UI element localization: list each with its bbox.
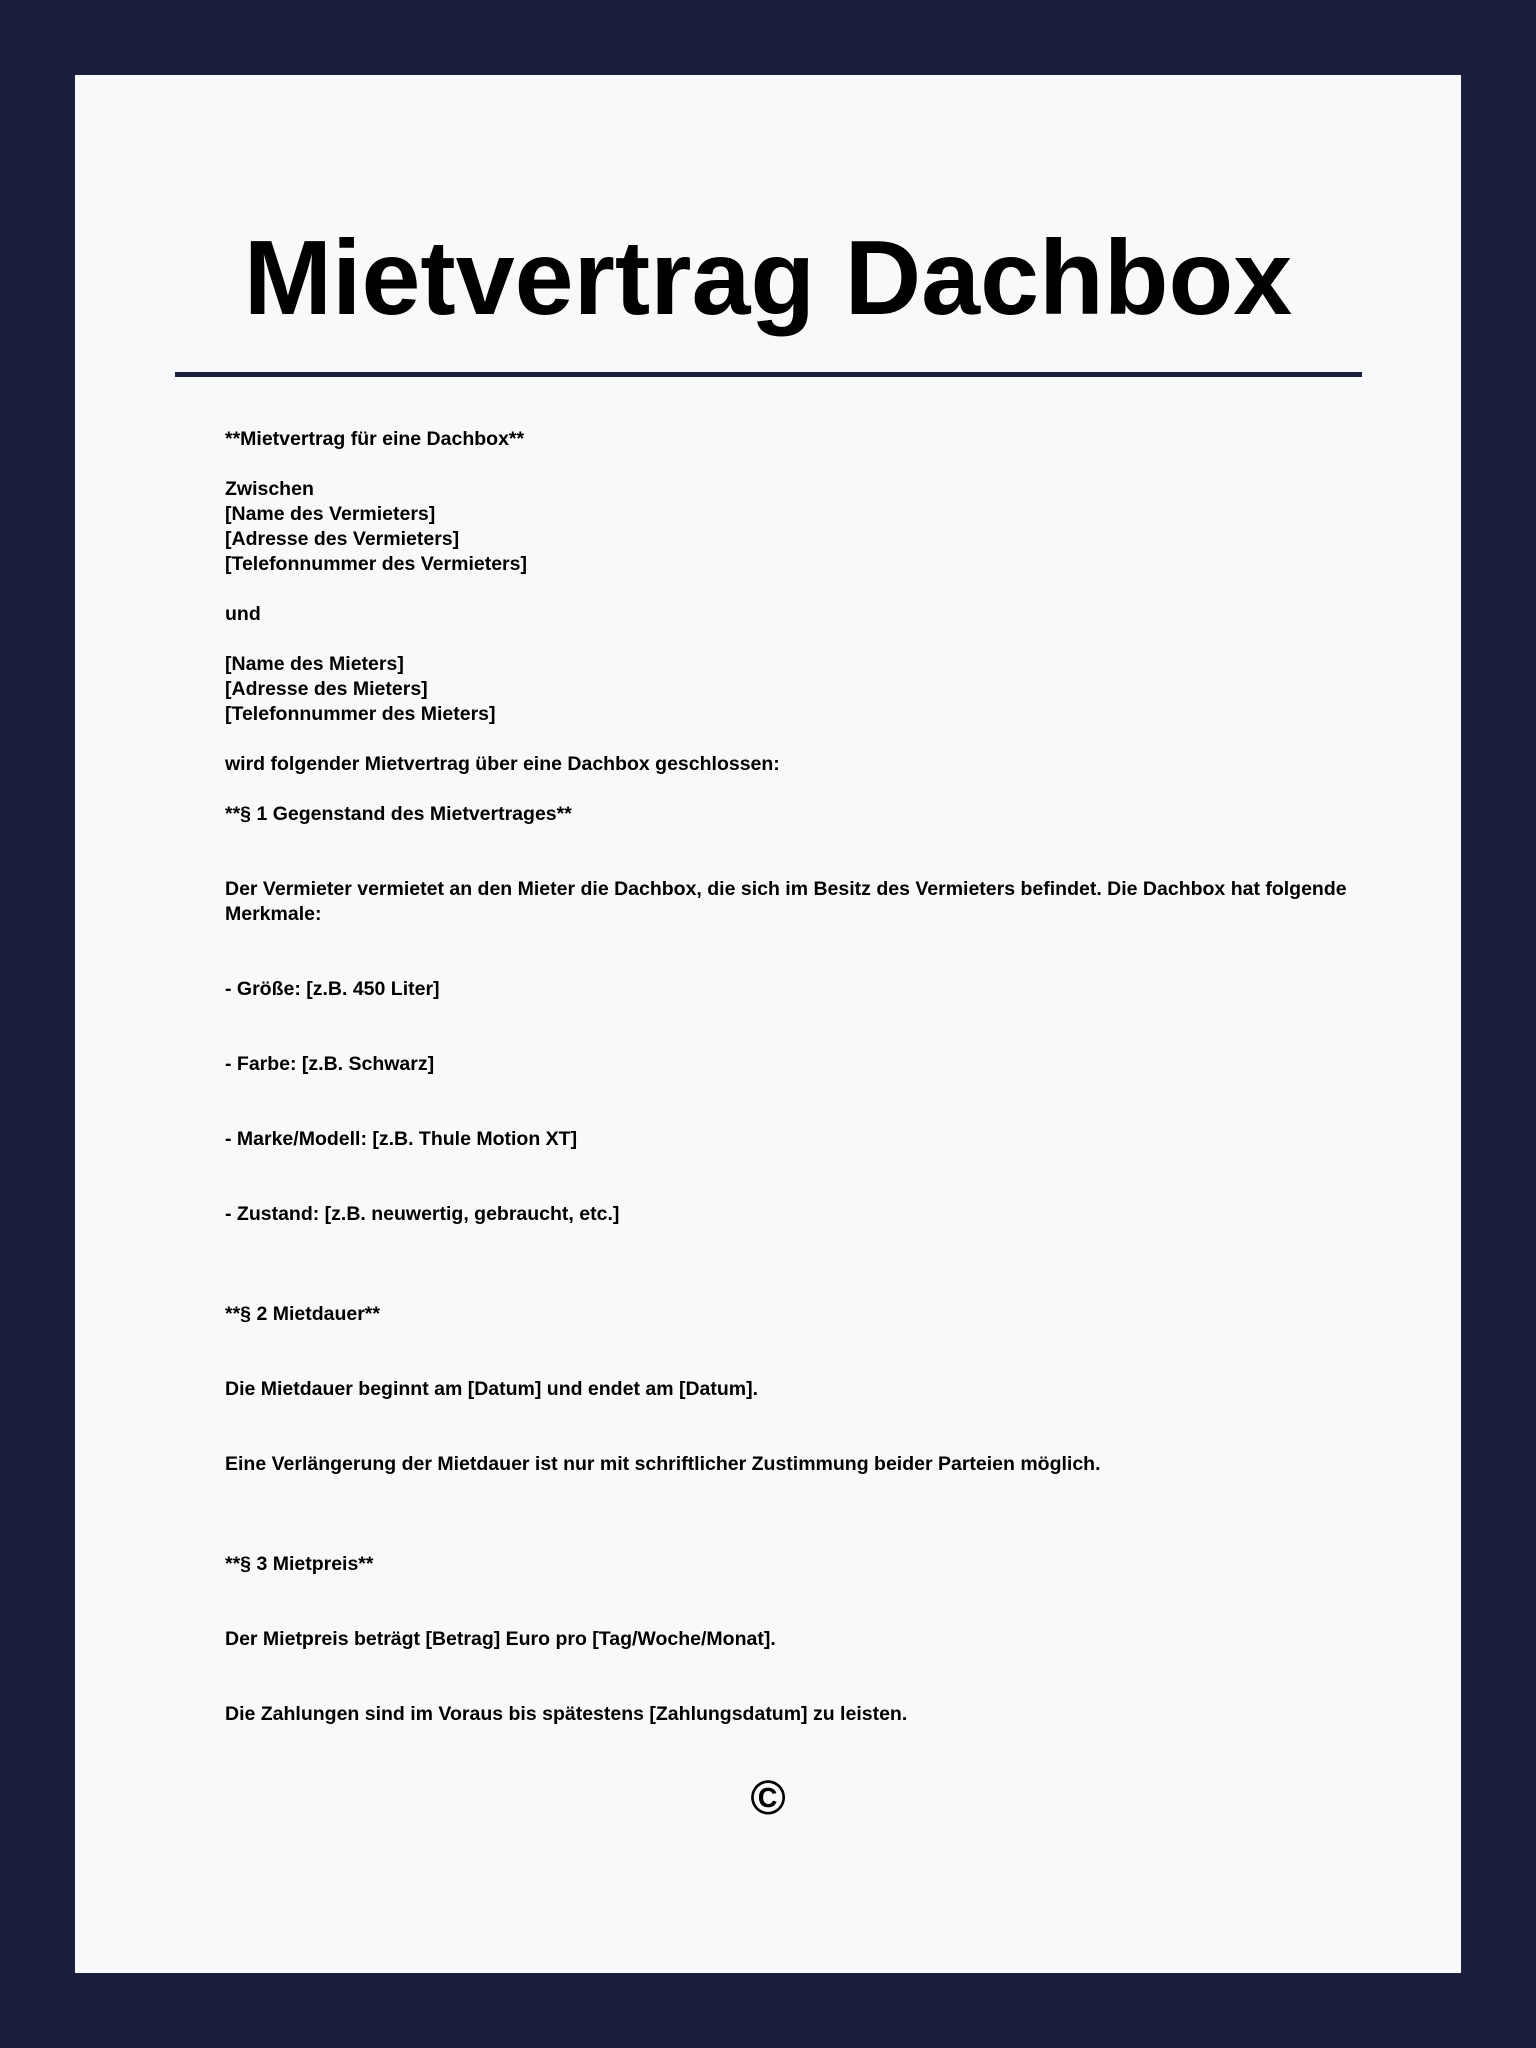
- section3-heading: **§ 3 Mietpreis**: [225, 1553, 374, 1575]
- and-label: und: [225, 603, 261, 625]
- section3-text-price: Der Mietpreis beträgt [Betrag] Euro pro [Tag/Woche/Monat].: [225, 1628, 776, 1650]
- feature-item-condition: - Zustand: [z.B. neuwertig, gebraucht, etc.]: [225, 1203, 620, 1225]
- title-divider: [175, 372, 1362, 377]
- document-page: [75, 75, 1461, 1973]
- landlord-address: [Adresse des Vermieters]: [225, 528, 460, 550]
- tenant-name: [Name des Mieters]: [225, 653, 404, 675]
- contract-heading: **Mietvertrag für eine Dachbox**: [225, 428, 525, 450]
- section2-text-start: Die Mietdauer beginnt am [Datum] und endet am [Datum].: [225, 1378, 759, 1400]
- tenant-phone: [Telefonnummer des Mieters]: [225, 703, 496, 725]
- landlord-phone: [Telefonnummer des Vermieters]: [225, 553, 527, 575]
- tenant-address: [Adresse des Mieters]: [225, 678, 428, 700]
- section2-text-extension: Eine Verlängerung der Mietdauer ist nur mit schriftlicher Zustimmung beider Parteien möglich.: [225, 1453, 1101, 1475]
- section1-heading: **§ 1 Gegenstand des Mietvertrages**: [225, 803, 572, 825]
- feature-item-color: - Farbe: [z.B. Schwarz]: [225, 1053, 435, 1075]
- feature-item-size: - Größe: [z.B. 450 Liter]: [225, 978, 440, 1000]
- feature-item-model: - Marke/Modell: [z.B. Thule Motion XT]: [225, 1128, 578, 1150]
- section1-text: Der Vermieter vermietet an den Mieter die Dachbox, die sich im Besitz des Vermieters befindet. Die Dachbox hat folgende Merkmale:: [225, 878, 1347, 925]
- section2-heading: **§ 2 Mietdauer**: [225, 1303, 380, 1325]
- between-label: Zwischen: [225, 478, 314, 500]
- document-body: [225, 427, 1395, 1727]
- intro-text: wird folgender Mietvertrag über eine Dachbox geschlossen:: [225, 753, 780, 775]
- section3-text-payment: Die Zahlungen sind im Voraus bis spätestens [Zahlungsdatum] zu leisten.: [225, 1703, 908, 1725]
- copyright-icon: ©: [750, 1772, 786, 1825]
- landlord-name: [Name des Vermieters]: [225, 503, 436, 525]
- document-title: Mietvertrag Dachbox: [243, 219, 1293, 337]
